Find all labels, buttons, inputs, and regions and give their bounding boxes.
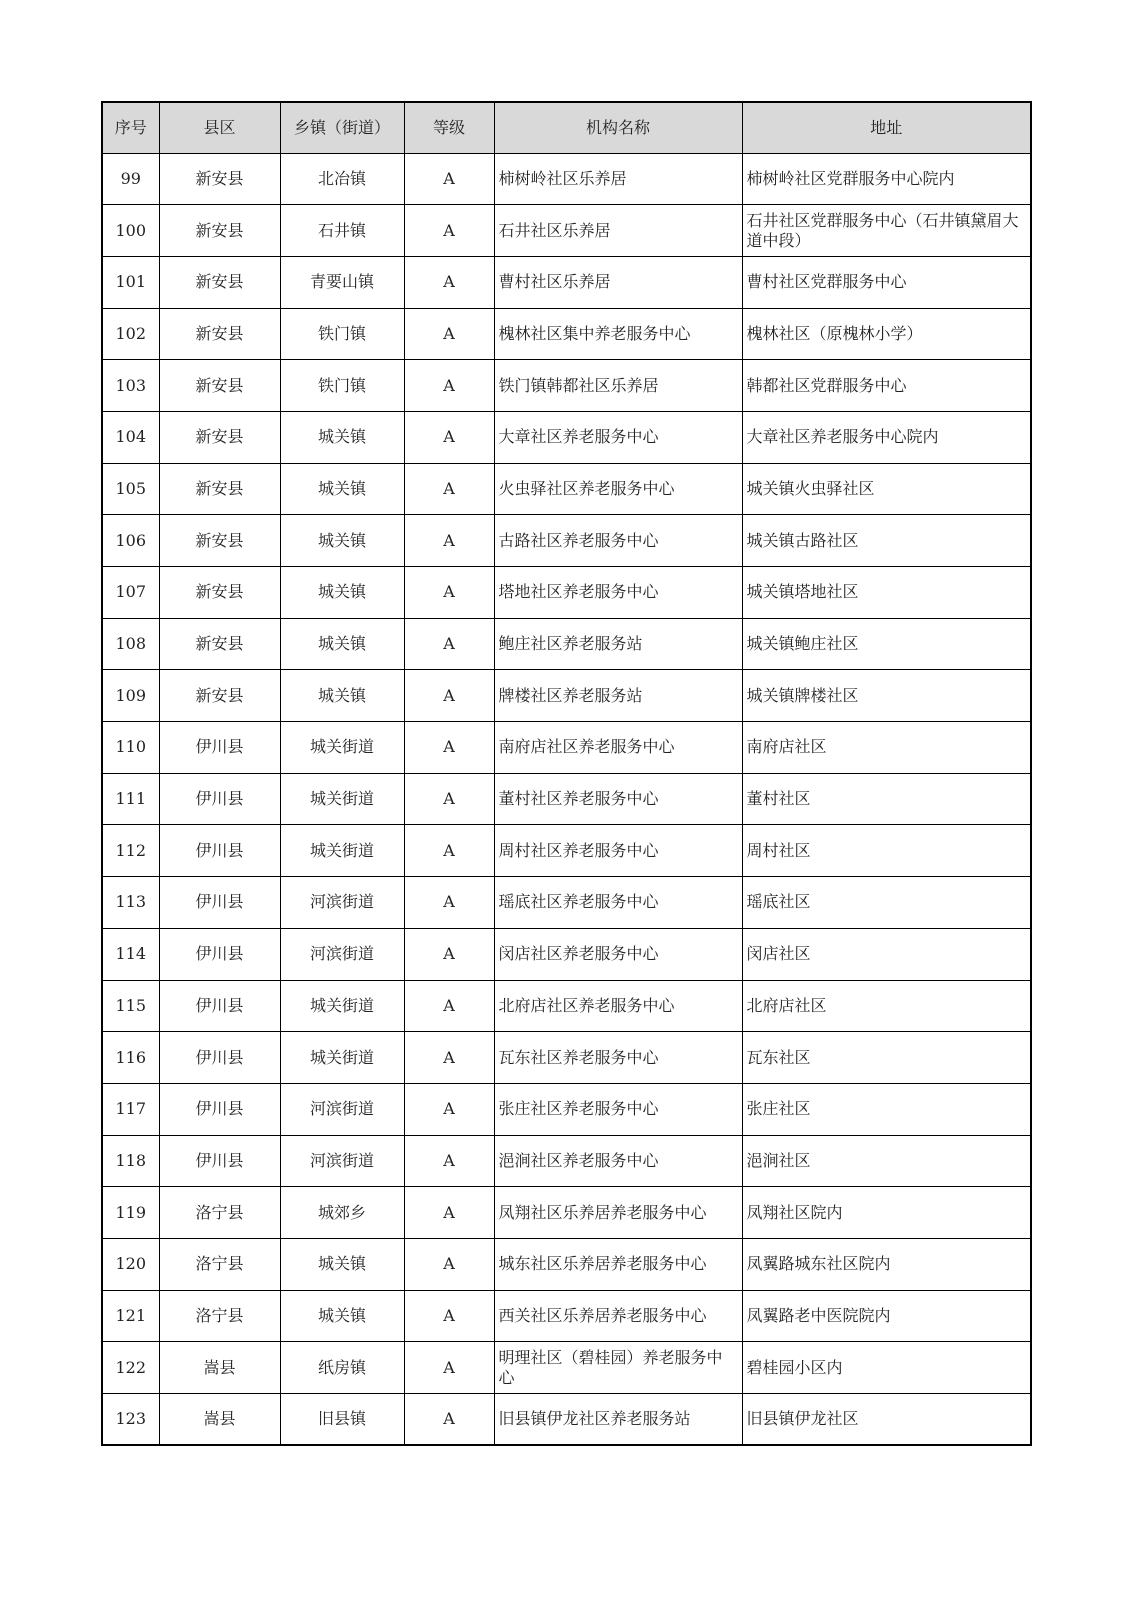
cell-town: 河滨街道 [280, 928, 404, 980]
cell-grade: A [404, 1187, 494, 1239]
cell-institution-name: 铁门镇韩都社区乐养居 [494, 360, 742, 412]
cell-town: 城关镇 [280, 670, 404, 722]
cell-grade: A [404, 618, 494, 670]
cell-address: 柿树岭社区党群服务中心院内 [742, 153, 1031, 205]
cell-town: 北冶镇 [280, 153, 404, 205]
header-serial: 序号 [102, 102, 159, 153]
cell-county: 新安县 [159, 256, 280, 308]
cell-address: 城关镇塔地社区 [742, 567, 1031, 619]
cell-grade: A [404, 877, 494, 929]
cell-institution-name: 北府店社区养老服务中心 [494, 980, 742, 1032]
cell-county: 伊川县 [159, 1083, 280, 1135]
cell-grade: A [404, 773, 494, 825]
cell-address: 城关镇鲍庄社区 [742, 618, 1031, 670]
cell-address: 北府店社区 [742, 980, 1031, 1032]
header-county: 县区 [159, 102, 280, 153]
cell-county: 新安县 [159, 463, 280, 515]
cell-county: 伊川县 [159, 722, 280, 774]
cell-institution-name: 瓦东社区养老服务中心 [494, 1032, 742, 1084]
cell-grade: A [404, 205, 494, 257]
header-grade: 等级 [404, 102, 494, 153]
cell-grade: A [404, 515, 494, 567]
cell-grade: A [404, 1290, 494, 1342]
cell-serial: 103 [102, 360, 159, 412]
cell-serial: 104 [102, 411, 159, 463]
cell-institution-name: 塔地社区养老服务中心 [494, 567, 742, 619]
table-row [102, 877, 1031, 929]
cell-town: 城关镇 [280, 618, 404, 670]
cell-grade: A [404, 1394, 494, 1446]
cell-grade: A [404, 463, 494, 515]
cell-town: 城关街道 [280, 1032, 404, 1084]
cell-institution-name: 柿树岭社区乐养居 [494, 153, 742, 205]
cell-county: 新安县 [159, 360, 280, 412]
table-row [102, 515, 1031, 567]
cell-town: 城关镇 [280, 463, 404, 515]
cell-town: 城关街道 [280, 722, 404, 774]
cell-grade: A [404, 1135, 494, 1187]
cell-grade: A [404, 1342, 494, 1394]
cell-address: 曹村社区党群服务中心 [742, 256, 1031, 308]
cell-town: 城郊乡 [280, 1187, 404, 1239]
cell-serial: 111 [102, 773, 159, 825]
cell-county: 新安县 [159, 567, 280, 619]
cell-institution-name: 牌楼社区养老服务站 [494, 670, 742, 722]
header-town: 乡镇（街道） [280, 102, 404, 153]
table-header-row [102, 102, 1031, 153]
cell-institution-name: 瑶底社区养老服务中心 [494, 877, 742, 929]
cell-serial: 113 [102, 877, 159, 929]
cell-grade: A [404, 308, 494, 360]
institution-table [101, 101, 1032, 1446]
cell-institution-name: 石井社区乐养居 [494, 205, 742, 257]
table-row [102, 670, 1031, 722]
cell-serial: 112 [102, 825, 159, 877]
cell-county: 洛宁县 [159, 1238, 280, 1290]
cell-address: 瑶底社区 [742, 877, 1031, 929]
table-row [102, 1342, 1031, 1394]
cell-address: 浥涧社区 [742, 1135, 1031, 1187]
table-row [102, 1083, 1031, 1135]
table-row [102, 205, 1031, 257]
table-row [102, 825, 1031, 877]
cell-grade: A [404, 567, 494, 619]
cell-institution-name: 凤翔社区乐养居养老服务中心 [494, 1187, 742, 1239]
cell-institution-name: 曹村社区乐养居 [494, 256, 742, 308]
table-row [102, 1187, 1031, 1239]
cell-address: 旧县镇伊龙社区 [742, 1394, 1031, 1446]
cell-address: 城关镇火虫驿社区 [742, 463, 1031, 515]
cell-serial: 106 [102, 515, 159, 567]
table-row [102, 153, 1031, 205]
cell-address: 城关镇牌楼社区 [742, 670, 1031, 722]
cell-address: 董村社区 [742, 773, 1031, 825]
cell-serial: 114 [102, 928, 159, 980]
table-row [102, 411, 1031, 463]
cell-county: 新安县 [159, 153, 280, 205]
cell-grade: A [404, 153, 494, 205]
cell-grade: A [404, 411, 494, 463]
cell-serial: 101 [102, 256, 159, 308]
cell-serial: 102 [102, 308, 159, 360]
cell-address: 碧桂园小区内 [742, 1342, 1031, 1394]
cell-serial: 107 [102, 567, 159, 619]
cell-county: 伊川县 [159, 773, 280, 825]
cell-grade: A [404, 928, 494, 980]
table-row [102, 1032, 1031, 1084]
cell-town: 城关街道 [280, 825, 404, 877]
cell-institution-name: 董村社区养老服务中心 [494, 773, 742, 825]
cell-town: 城关镇 [280, 1238, 404, 1290]
cell-county: 嵩县 [159, 1342, 280, 1394]
cell-institution-name: 古路社区养老服务中心 [494, 515, 742, 567]
cell-serial: 119 [102, 1187, 159, 1239]
cell-serial: 109 [102, 670, 159, 722]
cell-institution-name: 旧县镇伊龙社区养老服务站 [494, 1394, 742, 1446]
cell-county: 伊川县 [159, 825, 280, 877]
cell-grade: A [404, 722, 494, 774]
cell-county: 洛宁县 [159, 1290, 280, 1342]
cell-town: 城关镇 [280, 1290, 404, 1342]
cell-institution-name: 南府店社区养老服务中心 [494, 722, 742, 774]
cell-serial: 123 [102, 1394, 159, 1446]
cell-serial: 108 [102, 618, 159, 670]
cell-county: 新安县 [159, 670, 280, 722]
cell-county: 新安县 [159, 205, 280, 257]
cell-address: 石井社区党群服务中心（石井镇黛眉大道中段） [742, 205, 1031, 257]
cell-town: 城关街道 [280, 773, 404, 825]
cell-county: 嵩县 [159, 1394, 280, 1446]
cell-town: 纸房镇 [280, 1342, 404, 1394]
cell-address: 南府店社区 [742, 722, 1031, 774]
header-address: 地址 [742, 102, 1031, 153]
cell-address: 周村社区 [742, 825, 1031, 877]
cell-institution-name: 大章社区养老服务中心 [494, 411, 742, 463]
cell-grade: A [404, 256, 494, 308]
table-row [102, 618, 1031, 670]
header-institution-name: 机构名称 [494, 102, 742, 153]
cell-address: 张庄社区 [742, 1083, 1031, 1135]
cell-institution-name: 张庄社区养老服务中心 [494, 1083, 742, 1135]
cell-address: 瓦东社区 [742, 1032, 1031, 1084]
table-row [102, 567, 1031, 619]
cell-grade: A [404, 1083, 494, 1135]
cell-address: 闵店社区 [742, 928, 1031, 980]
cell-institution-name: 槐林社区集中养老服务中心 [494, 308, 742, 360]
cell-institution-name: 闵店社区养老服务中心 [494, 928, 742, 980]
cell-grade: A [404, 825, 494, 877]
cell-county: 新安县 [159, 618, 280, 670]
cell-town: 城关街道 [280, 980, 404, 1032]
cell-grade: A [404, 1032, 494, 1084]
table-row [102, 1135, 1031, 1187]
cell-serial: 110 [102, 722, 159, 774]
cell-address: 凤翼路城东社区院内 [742, 1238, 1031, 1290]
cell-town: 城关镇 [280, 411, 404, 463]
cell-address: 槐林社区（原槐林小学） [742, 308, 1031, 360]
cell-institution-name: 周村社区养老服务中心 [494, 825, 742, 877]
cell-town: 河滨街道 [280, 877, 404, 929]
table-row [102, 256, 1031, 308]
cell-serial: 105 [102, 463, 159, 515]
table-row [102, 1394, 1031, 1446]
cell-institution-name: 火虫驿社区养老服务中心 [494, 463, 742, 515]
cell-serial: 120 [102, 1238, 159, 1290]
cell-institution-name: 西关社区乐养居养老服务中心 [494, 1290, 742, 1342]
table-row [102, 1238, 1031, 1290]
cell-serial: 121 [102, 1290, 159, 1342]
cell-county: 新安县 [159, 515, 280, 567]
cell-serial: 116 [102, 1032, 159, 1084]
cell-county: 新安县 [159, 308, 280, 360]
table-row [102, 1290, 1031, 1342]
table-row [102, 360, 1031, 412]
cell-grade: A [404, 360, 494, 412]
cell-address: 城关镇古路社区 [742, 515, 1031, 567]
table-row [102, 463, 1031, 515]
table-row [102, 980, 1031, 1032]
table-row [102, 308, 1031, 360]
cell-address: 韩都社区党群服务中心 [742, 360, 1031, 412]
cell-grade: A [404, 1238, 494, 1290]
cell-serial: 118 [102, 1135, 159, 1187]
cell-address: 大章社区养老服务中心院内 [742, 411, 1031, 463]
table-row [102, 773, 1031, 825]
cell-town: 石井镇 [280, 205, 404, 257]
cell-serial: 117 [102, 1083, 159, 1135]
cell-address: 凤翔社区院内 [742, 1187, 1031, 1239]
table-row [102, 928, 1031, 980]
cell-county: 伊川县 [159, 877, 280, 929]
table-body [102, 153, 1031, 1445]
cell-town: 河滨街道 [280, 1083, 404, 1135]
cell-grade: A [404, 670, 494, 722]
cell-town: 旧县镇 [280, 1394, 404, 1446]
table-row [102, 722, 1031, 774]
cell-institution-name: 浥涧社区养老服务中心 [494, 1135, 742, 1187]
cell-grade: A [404, 980, 494, 1032]
cell-county: 伊川县 [159, 928, 280, 980]
cell-institution-name: 城东社区乐养居养老服务中心 [494, 1238, 742, 1290]
cell-address: 凤翼路老中医院院内 [742, 1290, 1031, 1342]
cell-town: 城关镇 [280, 515, 404, 567]
cell-county: 洛宁县 [159, 1187, 280, 1239]
cell-town: 青要山镇 [280, 256, 404, 308]
cell-serial: 99 [102, 153, 159, 205]
cell-county: 伊川县 [159, 1032, 280, 1084]
cell-serial: 122 [102, 1342, 159, 1394]
cell-town: 城关镇 [280, 567, 404, 619]
cell-county: 伊川县 [159, 980, 280, 1032]
cell-serial: 100 [102, 205, 159, 257]
cell-serial: 115 [102, 980, 159, 1032]
cell-institution-name: 鲍庄社区养老服务站 [494, 618, 742, 670]
cell-county: 伊川县 [159, 1135, 280, 1187]
cell-institution-name: 明理社区（碧桂园）养老服务中心 [494, 1342, 742, 1394]
cell-town: 铁门镇 [280, 308, 404, 360]
cell-town: 河滨街道 [280, 1135, 404, 1187]
cell-county: 新安县 [159, 411, 280, 463]
cell-town: 铁门镇 [280, 360, 404, 412]
